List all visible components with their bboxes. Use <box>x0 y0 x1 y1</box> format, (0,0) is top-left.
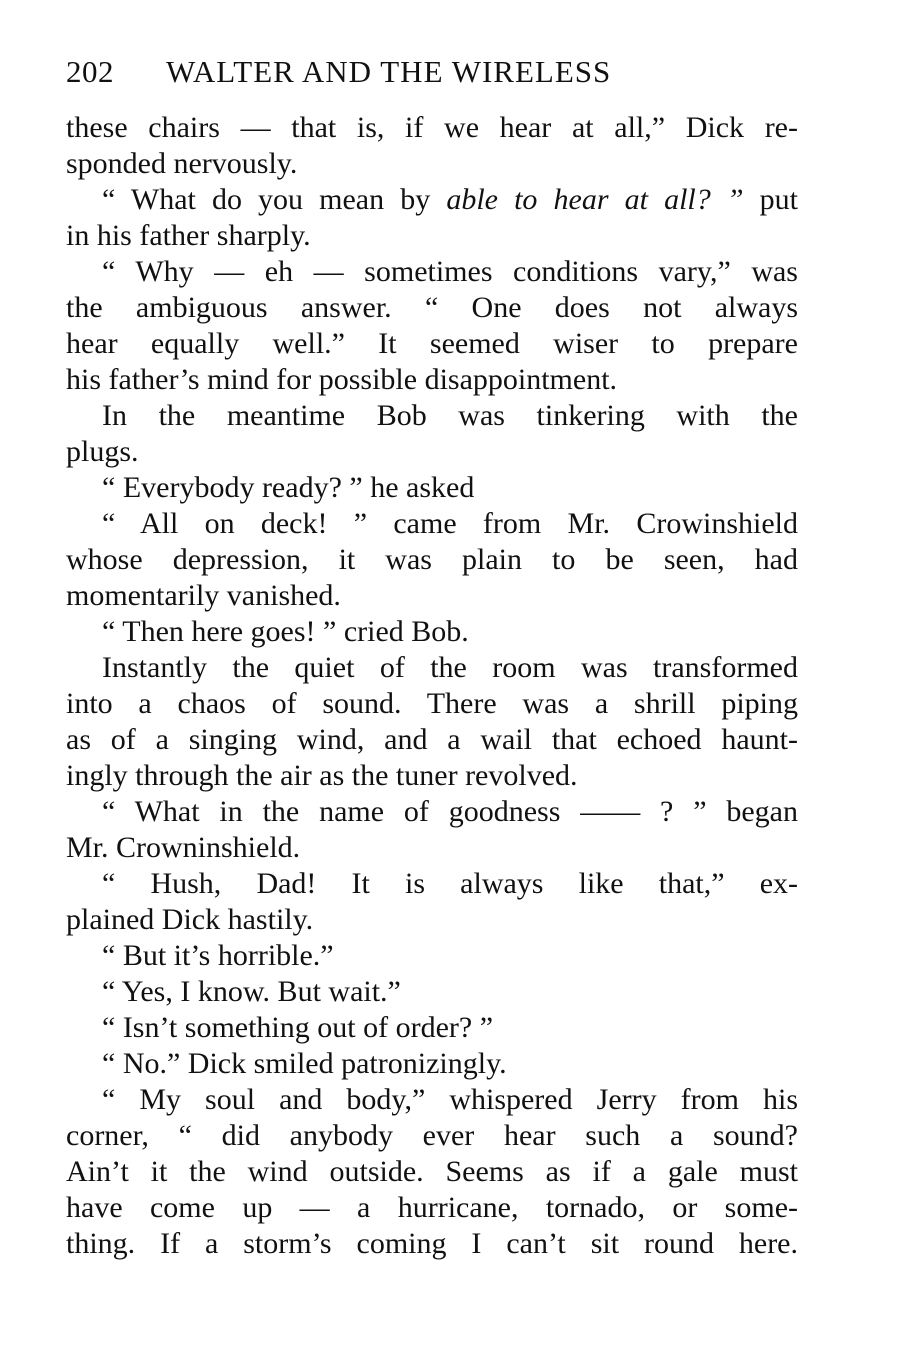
text-line: as of a singing wind, and a wail that echoed haunt- <box>66 723 798 756</box>
text-line: “ Isn’t something out of order? ” <box>102 1011 494 1044</box>
text-line: “ All on deck! ” came from Mr. Crowinshield <box>102 507 798 540</box>
running-title: WALTER AND THE WIRELESS <box>166 54 612 89</box>
text-line: ingly through the air as the tuner revolved. <box>66 759 578 792</box>
text-line: Mr. Crowninshield. <box>66 831 301 864</box>
running-header <box>66 54 806 94</box>
text-line: “ My soul and body,” whispered Jerry from his <box>102 1083 798 1116</box>
text-line: “ Everybody ready? ” he asked <box>102 471 475 504</box>
text-line: “ Hush, Dad! It is always like that,” ex- <box>102 867 798 900</box>
text-line: In the meantime Bob was tinkering with the <box>102 399 798 432</box>
text-line: momentarily vanished. <box>66 579 341 612</box>
text-line: plained Dick hastily. <box>66 903 314 936</box>
text-line: have come up — a hurricane, tornado, or some- <box>66 1191 798 1224</box>
italic-phrase: able to hear at all? ” <box>446 183 744 216</box>
text-line: his father’s mind for possible disappointment. <box>66 363 618 396</box>
text-line: these chairs — that is, if we hear at all,” Dick re- <box>66 111 798 144</box>
text-line: “ No.” Dick smiled patronizingly. <box>102 1047 507 1080</box>
text-line: the ambiguous answer. “ One does not always <box>66 291 798 324</box>
text-line: into a chaos of sound. There was a shrill piping <box>66 687 798 720</box>
text-line: plugs. <box>66 435 139 468</box>
text-line: “ Then here goes! ” cried Bob. <box>102 615 469 648</box>
text-line <box>66 182 798 218</box>
text-line: Ain’t it the wind outside. Seems as if a gale must <box>66 1155 798 1188</box>
text-line: “ Yes, I know. But wait.” <box>102 975 401 1008</box>
page-number: 202 <box>66 54 114 89</box>
text-span: “ What do you mean by <box>102 183 447 216</box>
text-line: sponded nervously. <box>66 147 298 180</box>
text-line: “ Why — eh — sometimes conditions vary,” was <box>102 255 798 288</box>
text-span: put <box>743 183 798 216</box>
text-line: thing. If a storm’s coming I can’t sit round here. <box>66 1227 798 1260</box>
text-line: corner, “ did anybody ever hear such a sound? <box>66 1119 798 1152</box>
text-line: “ What in the name of goodness —— ? ” began <box>102 795 798 828</box>
body-text <box>66 110 798 1262</box>
text-line: in his father sharply. <box>66 219 311 252</box>
text-line: “ But it’s horrible.” <box>102 939 334 972</box>
text-line: whose depression, it was plain to be seen, had <box>66 543 798 576</box>
text-line: Instantly the quiet of the room was transformed <box>102 651 798 684</box>
text-line: hear equally well.” It seemed wiser to prepare <box>66 327 798 360</box>
